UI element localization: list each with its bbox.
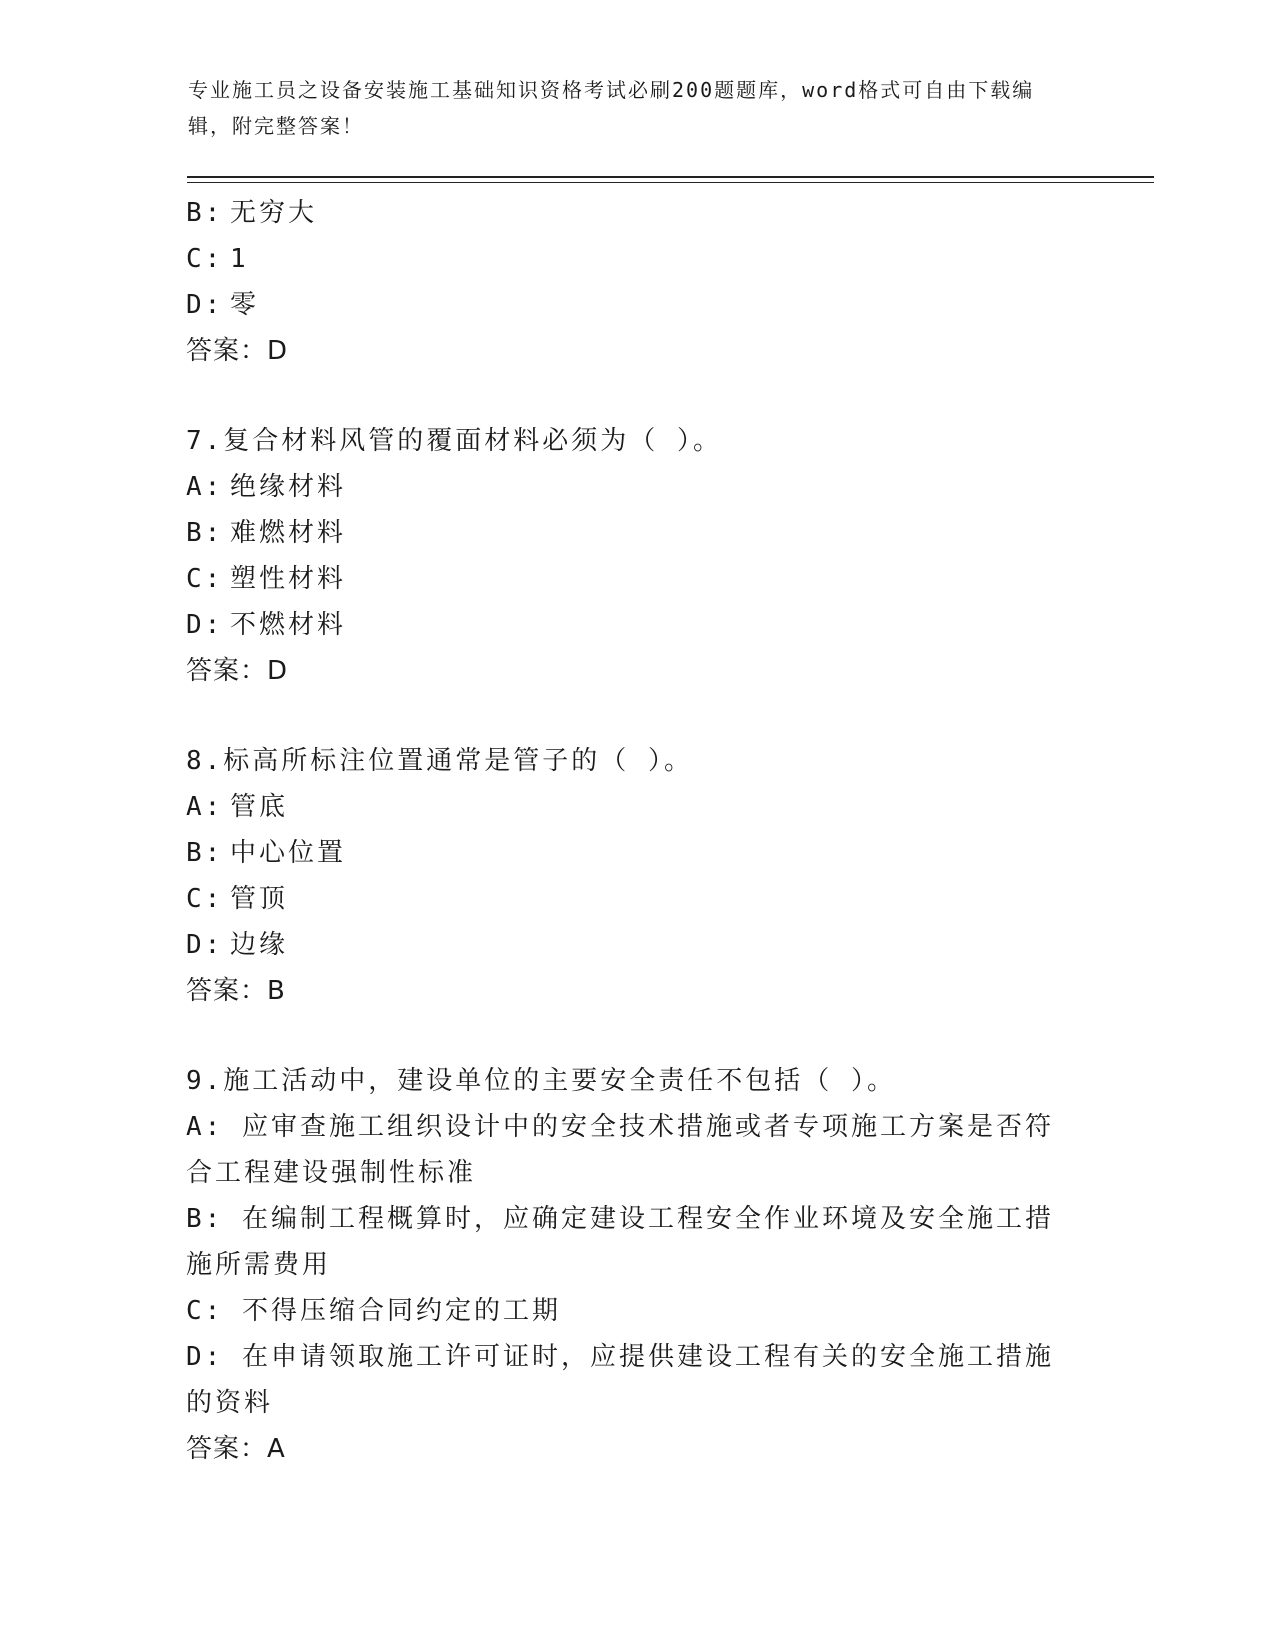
header-title: 专业施工员之设备安装施工基础知识资格考试必刷200题题库，word格式可自由下载编辑，附完整答案！ [188,78,1035,138]
question-list [186,190,1076,1472]
option-c: C: 塑性材料 [186,564,347,594]
answer-line: 答案：A [186,1434,286,1464]
option-a: A: 应审查施工组织设计中的安全技术措施或者专项施工方案是否符合工程建设强制性标准 [186,1112,1054,1188]
answer-line: 答案：B [186,976,286,1006]
document-header [188,72,1068,144]
option-b: B: 无穷大 [186,198,318,228]
option-d: D: 在申请领取施工许可证时，应提供建设工程有关的安全施工措施的资料 [186,1342,1054,1418]
option-a: A: 管底 [186,792,289,822]
question-stem: 8.标高所标注位置通常是管子的（ ）。 [186,746,693,776]
option-a: A: 绝缘材料 [186,472,347,502]
question-block-9 [186,1058,1076,1472]
header-divider-thick [187,176,1154,178]
question-stem: 7.复合材料风管的覆面材料必须为（ ）。 [186,426,722,456]
option-b: B: 中心位置 [186,838,347,868]
answer-line: 答案：D [186,656,289,686]
option-b: B: 在编制工程概算时，应确定建设工程安全作业环境及安全施工措施所需费用 [186,1204,1054,1280]
option-c: C: 不得压缩合同约定的工期 [186,1296,561,1326]
option-c: C: 管顶 [186,884,289,914]
question-block-partial [186,190,1076,374]
question-stem: 9.施工活动中，建设单位的主要安全责任不包括（ ）。 [186,1066,896,1096]
option-d: D: 零 [186,290,260,320]
header-divider-thin [187,182,1154,183]
option-c: C: 1 [186,244,249,274]
answer-line: 答案：D [186,336,289,366]
question-block-8 [186,738,1076,1014]
option-d: D: 不燃材料 [186,610,347,640]
option-b: B: 难燃材料 [186,518,347,548]
question-block-7 [186,418,1076,694]
option-d: D: 边缘 [186,930,289,960]
